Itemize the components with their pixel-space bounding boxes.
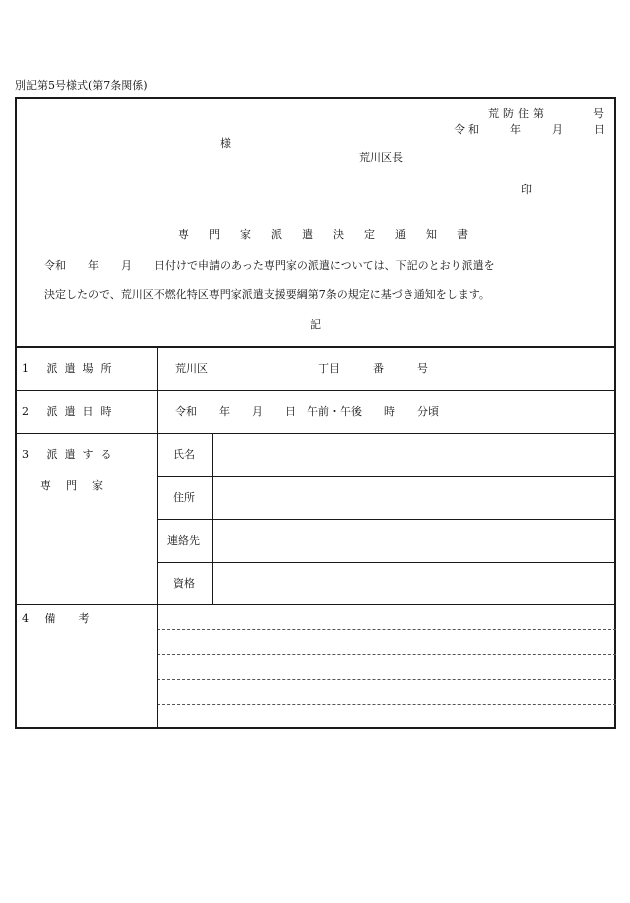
field-column-rule	[212, 433, 213, 604]
remarks-line-2	[157, 654, 616, 655]
document-number: 荒防住第 号	[488, 107, 608, 120]
ki-heading: 記	[310, 318, 321, 331]
issue-date: 令和 年 月 日	[454, 123, 608, 136]
row-2-label: 2 派遣日時	[22, 405, 119, 418]
body-line-1: 令和 年 月 日付けで申請のあった専門家の派遣については、下記のとおり派遣を	[44, 259, 495, 272]
label-column-rule	[157, 346, 158, 729]
row-3-label-line-2: 専門家	[40, 479, 118, 492]
row-divider-2	[15, 433, 616, 434]
row-4-label: 4 備 考	[22, 612, 96, 625]
addressee-suffix: 様	[220, 137, 231, 150]
field-divider-2	[157, 519, 616, 520]
row-3-label-line-1: 3 派遣する	[22, 448, 119, 461]
document-title: 専門家派遣決定通知書	[178, 228, 488, 241]
field-contact-label: 連絡先	[167, 534, 200, 547]
form-label: 別記第5号様式(第7条関係)	[15, 79, 148, 92]
table-top-rule	[15, 346, 616, 348]
dispatch-location-value: 荒川区 丁目 番 号	[175, 362, 428, 375]
row-divider-1	[15, 390, 616, 391]
row-divider-3	[15, 604, 616, 605]
field-divider-1	[157, 476, 616, 477]
issuer-name: 荒川区長	[359, 151, 403, 164]
remarks-line-1	[157, 629, 616, 630]
field-name-label: 氏名	[173, 448, 195, 461]
dispatch-datetime-value: 令和 年 月 日 午前・午後 時 分頃	[175, 405, 439, 418]
seal-mark: 印	[521, 183, 532, 196]
remarks-line-3	[157, 679, 616, 680]
body-line-2: 決定したので、荒川区不燃化特区専門家派遣支援要綱第7条の規定に基づき通知をします。	[44, 288, 490, 301]
field-divider-3	[157, 562, 616, 563]
row-1-label: 1 派遣場所	[22, 362, 119, 375]
field-qualification-label: 資格	[173, 577, 195, 590]
field-address-label: 住所	[173, 491, 195, 504]
remarks-line-4	[157, 704, 616, 705]
